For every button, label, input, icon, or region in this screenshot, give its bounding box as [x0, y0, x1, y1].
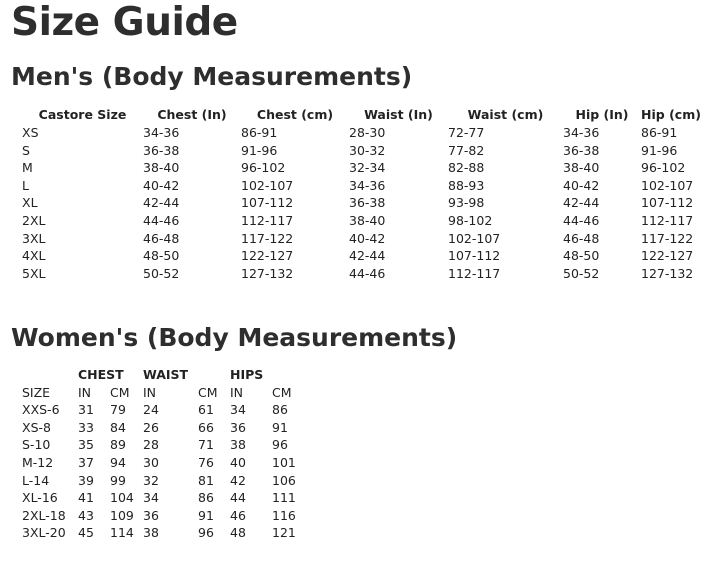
womens-value-cell: 89	[110, 437, 126, 453]
womens-size-cell: S-10	[22, 437, 51, 453]
womens-value-cell: 38	[143, 525, 159, 541]
womens-value-cell: 114	[110, 525, 134, 541]
womens-value-cell: 42	[230, 472, 246, 488]
mens-table-row	[22, 212, 701, 230]
mens-header-row	[22, 106, 701, 124]
womens-section-title: Women's (Body Measurements)	[11, 323, 458, 352]
womens-header-spacer	[22, 366, 78, 384]
womens-value-cell: 48	[230, 525, 246, 541]
mens-value-cell: 34-36	[143, 125, 180, 140]
womens-value-cell: 38	[230, 437, 246, 453]
womens-unit-label: CM	[272, 384, 292, 400]
womens-size-cell: L-14	[22, 472, 50, 488]
womens-size-cell: M-12	[22, 454, 54, 470]
mens-table-row	[22, 230, 701, 248]
mens-value-cell: 102-107	[448, 230, 501, 246]
mens-value-cell: 40-42	[143, 177, 180, 193]
womens-value-cell: 96	[198, 525, 214, 541]
mens-value-cell: 48-50	[563, 248, 600, 264]
mens-value-cell: 107-112	[641, 195, 694, 211]
womens-size-cell: 2XL-18	[22, 507, 66, 523]
womens-value-cell: 71	[198, 437, 214, 453]
mens-value-cell: 117-122	[641, 230, 694, 246]
mens-table-row	[22, 177, 701, 195]
womens-table-row	[22, 419, 302, 437]
mens-table-row	[22, 265, 701, 283]
mens-value-cell: 36-38	[563, 142, 600, 158]
womens-value-cell: 79	[110, 402, 126, 418]
mens-value-cell: 91-96	[641, 142, 678, 158]
mens-size-cell: 5XL	[22, 265, 46, 281]
mens-value-cell: 112-117	[641, 212, 694, 228]
mens-value-cell: 82-88	[448, 160, 485, 176]
mens-section-title: Men's (Body Measurements)	[11, 62, 413, 91]
mens-value-cell: 42-44	[143, 195, 180, 211]
womens-value-cell: 43	[78, 507, 94, 523]
mens-value-cell: 28-30	[349, 125, 386, 140]
mens-value-cell: 46-48	[143, 230, 180, 246]
womens-size-table	[22, 366, 302, 542]
mens-value-cell: 38-40	[563, 160, 600, 176]
mens-value-cell: 86-91	[241, 125, 278, 140]
womens-table-row	[22, 524, 302, 542]
mens-column-header: Castore Size	[38, 107, 127, 123]
mens-size-cell: S	[22, 142, 30, 158]
mens-value-cell: 112-117	[241, 212, 294, 228]
womens-value-cell: 111	[272, 490, 296, 506]
womens-value-cell: 40	[230, 454, 246, 470]
womens-unit-label: CM	[198, 384, 218, 400]
womens-value-cell: 116	[272, 507, 296, 523]
womens-value-cell: 32	[143, 472, 159, 488]
mens-value-cell: 38-40	[143, 160, 180, 176]
womens-value-cell: 84	[110, 419, 126, 435]
womens-value-cell: 99	[110, 472, 126, 488]
mens-value-cell: 102-107	[641, 177, 694, 193]
womens-value-cell: 36	[143, 507, 159, 523]
mens-value-cell: 50-52	[563, 265, 600, 281]
womens-value-cell: 31	[78, 402, 94, 418]
womens-size-cell: 3XL-20	[22, 525, 66, 541]
womens-value-cell: 91	[198, 507, 214, 523]
womens-value-cell: 101	[272, 454, 296, 470]
womens-value-cell: 106	[272, 472, 296, 488]
mens-table-row	[22, 124, 701, 142]
mens-value-cell: 40-42	[349, 230, 386, 246]
womens-unit-label: IN	[230, 384, 244, 400]
womens-value-cell: 66	[198, 419, 214, 435]
womens-value-cell: 45	[78, 525, 94, 541]
mens-value-cell: 96-102	[641, 160, 686, 176]
womens-table-row	[22, 507, 302, 525]
mens-value-cell: 48-50	[143, 248, 180, 264]
mens-table-row	[22, 159, 701, 177]
mens-value-cell: 42-44	[349, 248, 386, 264]
mens-size-table	[22, 106, 701, 282]
mens-column-header: Waist (In)	[364, 107, 433, 123]
womens-table-row	[22, 401, 302, 419]
mens-value-cell: 77-82	[448, 142, 485, 158]
mens-value-cell: 44-46	[563, 212, 600, 228]
mens-column-header: Hip (In)	[575, 107, 629, 123]
womens-value-cell: 61	[198, 402, 214, 418]
womens-unit-label: CM	[110, 384, 130, 400]
mens-value-cell: 50-52	[143, 265, 180, 281]
womens-value-cell: 44	[230, 490, 246, 506]
womens-value-cell: 24	[143, 402, 159, 418]
womens-value-cell: 39	[78, 472, 94, 488]
womens-size-label: SIZE	[22, 384, 51, 400]
mens-value-cell: 72-77	[448, 125, 485, 140]
mens-value-cell: 46-48	[563, 230, 600, 246]
womens-value-cell: 109	[110, 507, 134, 523]
womens-value-cell: 41	[78, 490, 94, 506]
mens-value-cell: 102-107	[241, 177, 294, 193]
mens-column-header: Chest (cm)	[256, 107, 334, 123]
mens-value-cell: 34-36	[349, 177, 386, 193]
mens-size-cell: L	[22, 177, 29, 193]
womens-value-cell: 35	[78, 437, 94, 453]
womens-unit-label: IN	[78, 384, 92, 400]
womens-value-cell: 33	[78, 419, 94, 435]
mens-value-cell: 36-38	[349, 195, 386, 211]
mens-value-cell: 96-102	[241, 160, 286, 176]
mens-size-cell: 4XL	[22, 248, 46, 264]
mens-value-cell: 93-98	[448, 195, 485, 211]
womens-size-cell: XXS-6	[22, 402, 60, 418]
page-title: Size Guide	[11, 0, 238, 45]
womens-value-cell: 30	[143, 454, 159, 470]
womens-size-cell: XS-8	[22, 419, 51, 435]
mens-value-cell: 122-127	[241, 248, 294, 264]
womens-value-cell: 86	[198, 490, 214, 506]
mens-value-cell: 38-40	[349, 212, 386, 228]
mens-value-cell: 44-46	[143, 212, 180, 228]
womens-header-waist: WAIST	[143, 367, 189, 382]
mens-table-row	[22, 194, 701, 212]
mens-value-cell: 44-46	[349, 265, 386, 281]
mens-value-cell: 98-102	[448, 212, 493, 228]
mens-value-cell: 34-36	[563, 125, 600, 140]
womens-value-cell: 34	[230, 402, 246, 418]
mens-column-header: Hip (cm)	[641, 107, 701, 123]
womens-value-cell: 34	[143, 490, 159, 506]
womens-group-header-row	[22, 366, 302, 384]
womens-table-row	[22, 436, 302, 454]
womens-value-cell: 86	[272, 402, 288, 418]
womens-value-cell: 76	[198, 454, 214, 470]
womens-value-cell: 104	[110, 490, 134, 506]
womens-unit-row	[22, 384, 302, 402]
mens-size-cell: 2XL	[22, 212, 46, 228]
womens-size-cell: XL-16	[22, 490, 58, 506]
womens-value-cell: 46	[230, 507, 246, 523]
mens-value-cell: 127-132	[241, 265, 294, 281]
womens-value-cell: 26	[143, 419, 159, 435]
womens-value-cell: 91	[272, 419, 288, 435]
mens-value-cell: 127-132	[641, 265, 694, 281]
mens-size-cell: XL	[22, 195, 38, 211]
womens-value-cell: 36	[230, 419, 246, 435]
mens-value-cell: 42-44	[563, 195, 600, 211]
womens-value-cell: 81	[198, 472, 214, 488]
mens-table-row	[22, 142, 701, 160]
mens-table-row	[22, 247, 701, 265]
mens-value-cell: 112-117	[448, 265, 501, 281]
mens-value-cell: 30-32	[349, 142, 386, 158]
mens-value-cell: 122-127	[641, 248, 694, 264]
mens-column-header: Chest (In)	[157, 107, 227, 123]
mens-value-cell: 91-96	[241, 142, 278, 158]
mens-value-cell: 32-34	[349, 160, 386, 176]
womens-value-cell: 96	[272, 437, 288, 453]
mens-value-cell: 86-91	[641, 125, 678, 140]
womens-table-row	[22, 489, 302, 507]
mens-size-cell: XS	[22, 125, 39, 140]
womens-unit-label: IN	[143, 384, 157, 400]
womens-table-row	[22, 454, 302, 472]
mens-column-header: Waist (cm)	[467, 107, 544, 123]
mens-size-cell: M	[22, 160, 33, 176]
womens-table-row	[22, 472, 302, 490]
mens-value-cell: 107-112	[241, 195, 294, 211]
womens-value-cell: 28	[143, 437, 159, 453]
womens-value-cell: 37	[78, 454, 94, 470]
womens-header-chest: CHEST	[78, 367, 124, 382]
mens-size-cell: 3XL	[22, 230, 46, 246]
mens-value-cell: 117-122	[241, 230, 294, 246]
mens-value-cell: 36-38	[143, 142, 180, 158]
mens-value-cell: 40-42	[563, 177, 600, 193]
mens-value-cell: 107-112	[448, 248, 501, 264]
womens-header-hips: HIPS	[230, 367, 264, 382]
womens-value-cell: 121	[272, 525, 296, 541]
womens-value-cell: 94	[110, 454, 126, 470]
mens-value-cell: 88-93	[448, 177, 485, 193]
